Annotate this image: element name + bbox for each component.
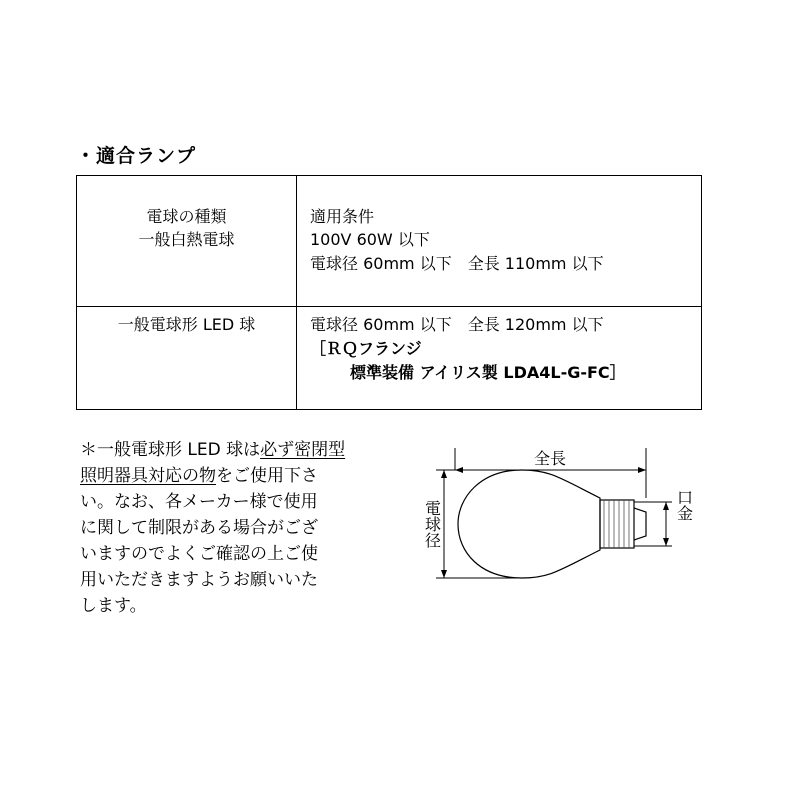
type-cell — [77, 228, 297, 307]
table-row — [77, 307, 702, 410]
note-text: ＊一般電球形 LED 球は — [80, 440, 261, 460]
conditions-cell — [297, 307, 702, 410]
usage-note — [80, 437, 400, 619]
compatible-lamps-table — [76, 175, 702, 410]
header-cell-type — [77, 176, 297, 229]
bulb-diameter-label: 電球径 — [422, 500, 442, 548]
bulb-glass-outline — [458, 470, 600, 578]
note-line: に関して制限がある場合がござ — [80, 518, 318, 538]
arrow-head — [663, 502, 669, 510]
table-row — [77, 228, 702, 307]
total-length-label: 全長 — [533, 449, 567, 468]
note-line: 用いただきますようお願いいた — [80, 570, 318, 590]
condition-line: 100V 60W 以下 — [310, 230, 430, 249]
header-conditions: 適用条件 — [310, 207, 375, 226]
conditions-cell — [297, 228, 702, 307]
lamp-type: 一般電球形 LED 球 — [117, 315, 256, 334]
note-text: をご使用下さ — [216, 466, 318, 486]
arrow-head — [638, 467, 646, 473]
bulb-dimension-diagram — [410, 440, 700, 590]
type-cell — [77, 307, 297, 410]
header-type: 電球の種類 — [146, 207, 227, 226]
lamp-type: 一般白熱電球 — [138, 230, 235, 249]
note-line: い。なお、各メーカー様で使用 — [80, 492, 318, 512]
arrow-head — [441, 470, 447, 478]
base-label: 口金 — [674, 489, 694, 521]
base-tip — [634, 508, 646, 540]
condition-line: 標準装備 アイリス製 LDA4L-G-FC］ — [350, 363, 626, 382]
section-heading: ・適合ランプ — [76, 145, 197, 167]
condition-line: ［ＲＱフランジ — [310, 339, 422, 358]
arrow-head — [441, 570, 447, 578]
note-line — [80, 437, 400, 463]
table-header-row — [77, 176, 702, 229]
condition-line: 電球径 60mm 以下 全長 110mm 以下 — [310, 254, 604, 273]
note-line — [80, 463, 400, 489]
note-underlined-text: 照明器具対応の物 — [80, 466, 216, 486]
base-thread-lines — [604, 500, 629, 548]
note-line: いますのでよくご確認の上ご使 — [80, 544, 318, 564]
note-line: します。 — [80, 596, 147, 616]
header-cell-conditions — [297, 176, 702, 229]
note-underlined-text: 必ず密閉型 — [260, 440, 346, 460]
arrow-head — [663, 538, 669, 546]
condition-line: 電球径 60mm 以下 全長 120mm 以下 — [310, 315, 604, 334]
